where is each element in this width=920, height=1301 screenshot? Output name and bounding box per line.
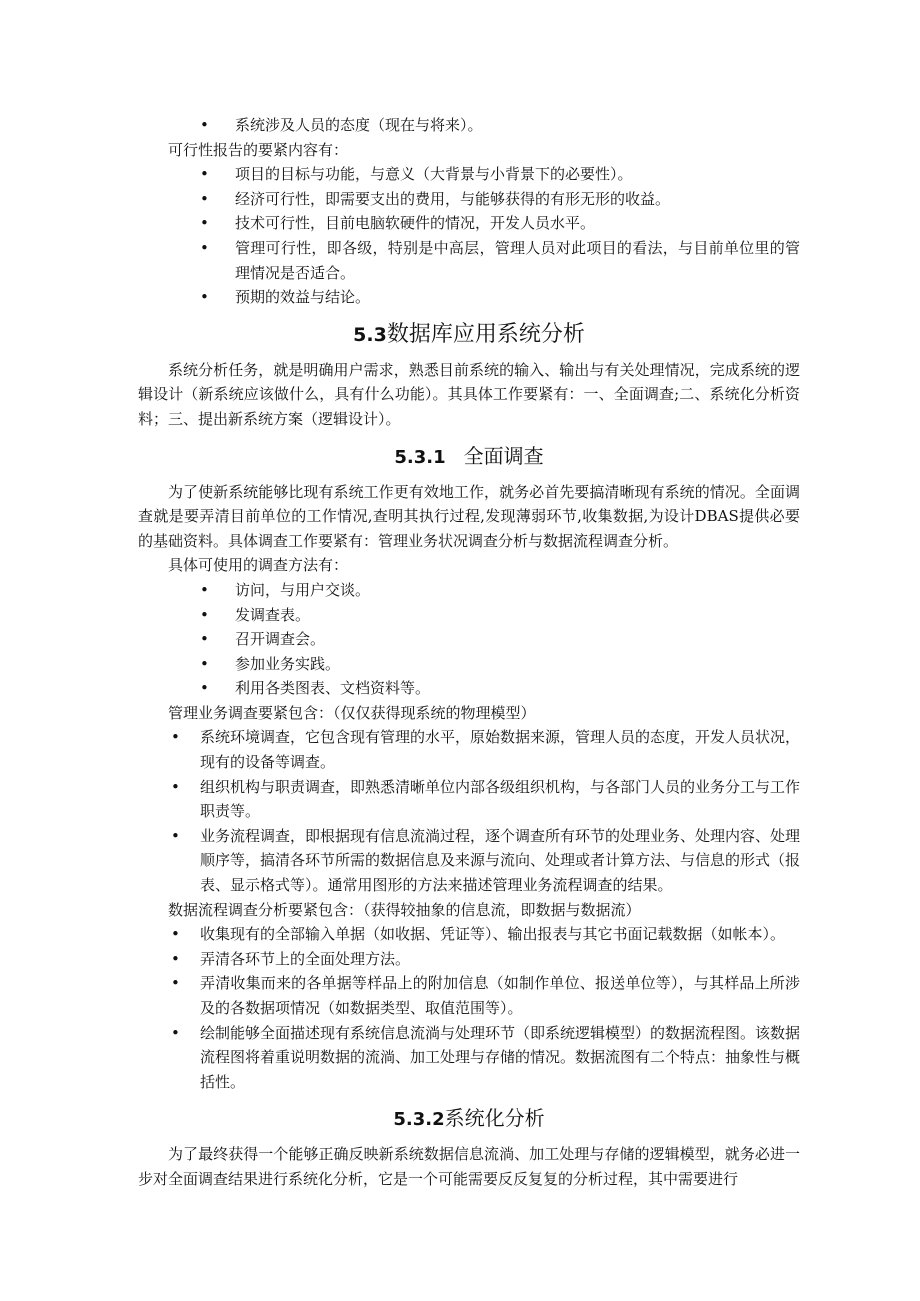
list-item: • 业务流程调查，即根据现有信息流淌过程，逐个调查所有环节的处理业务、处理内容、处理顺序等，搞清各环节所需的数据信息及来源与流向、处理或者计算方法、与信息的形式（报表、显示格式等）。通常用图形的方法来描述管理业务流程调查的结果。 <box>138 824 800 898</box>
section-number: 5.3 <box>353 323 387 346</box>
list-item: • 项目的目标与功能，与意义（大背景与小背景下的必要性）。 <box>138 162 800 187</box>
dataflow-survey-lead: 数据流程调查分析要紧包含：（获得较抽象的信息流，即数据与数据流） <box>168 900 641 919</box>
section-title: 系统化分析 <box>444 1106 545 1131</box>
section-title: 全面调查 <box>463 443 544 468</box>
bullet-icon: • <box>200 679 209 698</box>
bullet-icon: • <box>171 1023 180 1042</box>
methods-list <box>138 578 800 701</box>
list-item: • 参加业务实践。 <box>138 652 800 677</box>
list-item: • 收集现有的全部输入单据（如收据、凭证等）、输出报表与其它书面记载数据（如帐本）。 <box>138 922 800 947</box>
business-survey-lead: 管理业务调查要紧包含：（仅仅获得现系统的物理模型） <box>168 703 536 722</box>
list-item: • 技术可行性，目前电脑软硬件的情况，开发人员水平。 <box>138 211 800 236</box>
list-item: • 管理可行性，即各级，特别是中高层，管理人员对此项目的看法，与目前单位里的管理情况是否适合。 <box>138 236 800 285</box>
section-5-3-1-intro: 为了使新系统能够比现有系统工作更有效地工作，就务必首先要搞清晰现有系统的情况。全面调查就是要弄清目前单位的工作情况,查明其执行过程,发现薄弱环节,收集数据,为设计DBAS提供必要的基础资料。具体调查工作要紧有：管理业务状况调查分析与数据流程调查分析。 <box>138 482 800 550</box>
top-bullet-list <box>138 113 800 138</box>
bullet-icon: • <box>200 165 209 184</box>
bullet-icon: • <box>200 238 209 257</box>
bullet-icon: • <box>200 189 209 208</box>
bullet-icon: • <box>200 288 209 307</box>
dataflow-survey-list <box>138 922 800 1094</box>
section-heading-5-3 <box>138 320 800 350</box>
section-title: 数据库应用系统分析 <box>386 321 585 347</box>
section-5-3-intro: 系统分析任务，就是明确用户需求，熟悉目前系统的输入、输出与有关处理情况，完成系统的逻辑设计（新系统应该做什么，具有什么功能）。其具体工作要紧有：一、全面调查;二、系统化分析资料；三、提出新系统方案（逻辑设计）。 <box>138 360 800 428</box>
business-survey-list <box>138 725 800 897</box>
bullet-icon: • <box>171 826 180 845</box>
list-item: • 弄清各环节上的全面处理方法。 <box>138 947 800 972</box>
section-5-3-2-intro: 为了最终获得一个能够正确反映新系统数据信息流淌、加工处理与存储的逻辑模型，就务必进一步对全面调查结果进行系统化分析，它是一个可能需要反反复复的分析过程，其中需要进行 <box>138 1145 800 1188</box>
list-item: • 发调查表。 <box>138 603 800 628</box>
bullet-icon: • <box>171 925 180 944</box>
bullet-icon: • <box>200 630 209 649</box>
list-item: • 访问，与用户交谈。 <box>138 578 800 603</box>
section-heading-5-3-2 <box>138 1104 800 1134</box>
feasibility-lead: 可行性报告的要紧内容有： <box>168 140 349 159</box>
bullet-icon: • <box>200 654 209 673</box>
list-item: • 经济可行性，即需要支出的费用，与能够获得的有形无形的收益。 <box>138 187 800 212</box>
bullet-icon: • <box>200 214 209 233</box>
feasibility-list <box>138 162 800 310</box>
bullet-icon: • <box>171 728 180 747</box>
list-item: • 利用各类图表、文档资料等。 <box>138 676 800 701</box>
bullet-icon: • <box>171 949 180 968</box>
section-number: 5.3.1 <box>394 446 446 468</box>
bullet-icon: • <box>171 974 180 993</box>
bullet-icon: • <box>200 116 209 134</box>
list-item: • 系统环境调查，它包含现有管理的水平，原始数据来源，管理人员的态度，开发人员状况，现有的设备等调查。 <box>138 725 800 774</box>
section-heading-5-3-1 <box>138 442 800 472</box>
list-item: • 预期的效益与结论。 <box>138 285 800 310</box>
bullet-icon: • <box>171 777 180 796</box>
list-item: • 召开调查会。 <box>138 627 800 652</box>
section-number: 5.3.2 <box>393 1109 445 1131</box>
methods-lead: 具体可使用的调查方法有： <box>168 556 349 575</box>
bullet-icon: • <box>200 605 209 624</box>
list-item: • 系统涉及人员的态度（现在与将来）。 <box>138 113 800 138</box>
list-item: • 绘制能够全面描述现有系统信息流淌与处理环节（即系统逻辑模型）的数据流程图。该数据流程图将着重说明数据的流淌、加工处理与存储的情况。数据流图有二个特点：抽象性与概括性。 <box>138 1021 800 1095</box>
list-item: • 组织机构与职责调查，即熟悉清晰单位内部各级组织机构，与各部门人员的业务分工与工作职责等。 <box>138 775 800 824</box>
list-item: • 弄清收集而来的各单据等样品上的附加信息（如制作单位、报送单位等），与其样品上所涉及的各数据项情况（如数据类型、取值范围等）。 <box>138 971 800 1020</box>
bullet-icon: • <box>200 580 209 599</box>
